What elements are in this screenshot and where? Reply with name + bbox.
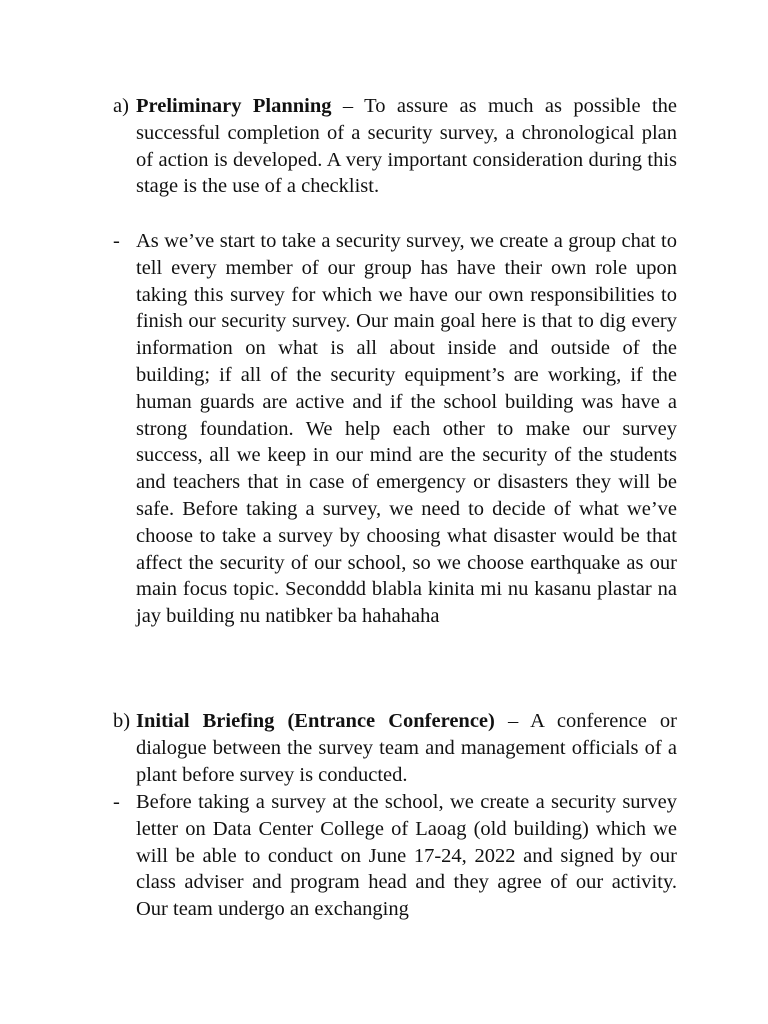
bullet-initial-briefing-notes [113, 789, 677, 923]
section-text [136, 708, 677, 788]
section-body: – A conference or dialogue between the survey team and management officials of a plant before survey is conducted. [136, 710, 677, 786]
list-marker: - [113, 230, 120, 252]
section-body: – To assure as much as possible the successful completion of a security survey, a chronological plan of action is developed. A very important consideration during this stage is the use of a checklist. [136, 95, 677, 198]
section-heading: Initial Briefing (Entrance Conference) [136, 710, 495, 732]
list-marker: b) [113, 710, 131, 732]
bullet-text: Before taking a survey at the school, we create a security survey letter on Data Center College of Laoag (old building) which we will be able to conduct on June 17-24, 2022 and signed by our class adviser and program head and they agree of our activity. Our team undergo an exchanging [136, 791, 677, 921]
list-marker: - [113, 791, 120, 813]
list-marker: a) [113, 95, 129, 117]
section-initial-briefing [113, 708, 677, 788]
section-heading: Preliminary Planning [136, 95, 332, 117]
section-text [136, 93, 677, 200]
section-preliminary-planning [113, 93, 677, 200]
bullet-preliminary-planning-notes [113, 228, 677, 630]
bullet-text: As we’ve start to take a security survey, we create a group chat to tell every member of our group has have their own role upon taking this survey for which we have our own responsibilities to finish our security survey. Our main goal here is that to dig every information on what is all about inside and outside of the building; if all of the security equipment’s are working, if the human guards are active and if the school building was have a strong foundation. We help each other to make our survey success, all we keep in our mind are the security of the students and teachers that in case of emergency or disasters they will be safe. Before taking a survey, we need to decide of what we’ve choose to take a survey by choosing what disaster would be that affect the security of our school, so we choose earthquake as our main focus topic. Seconddd blabla kinita mi nu kasanu plastar na jay building nu natibker ba hahahaha [136, 230, 677, 628]
